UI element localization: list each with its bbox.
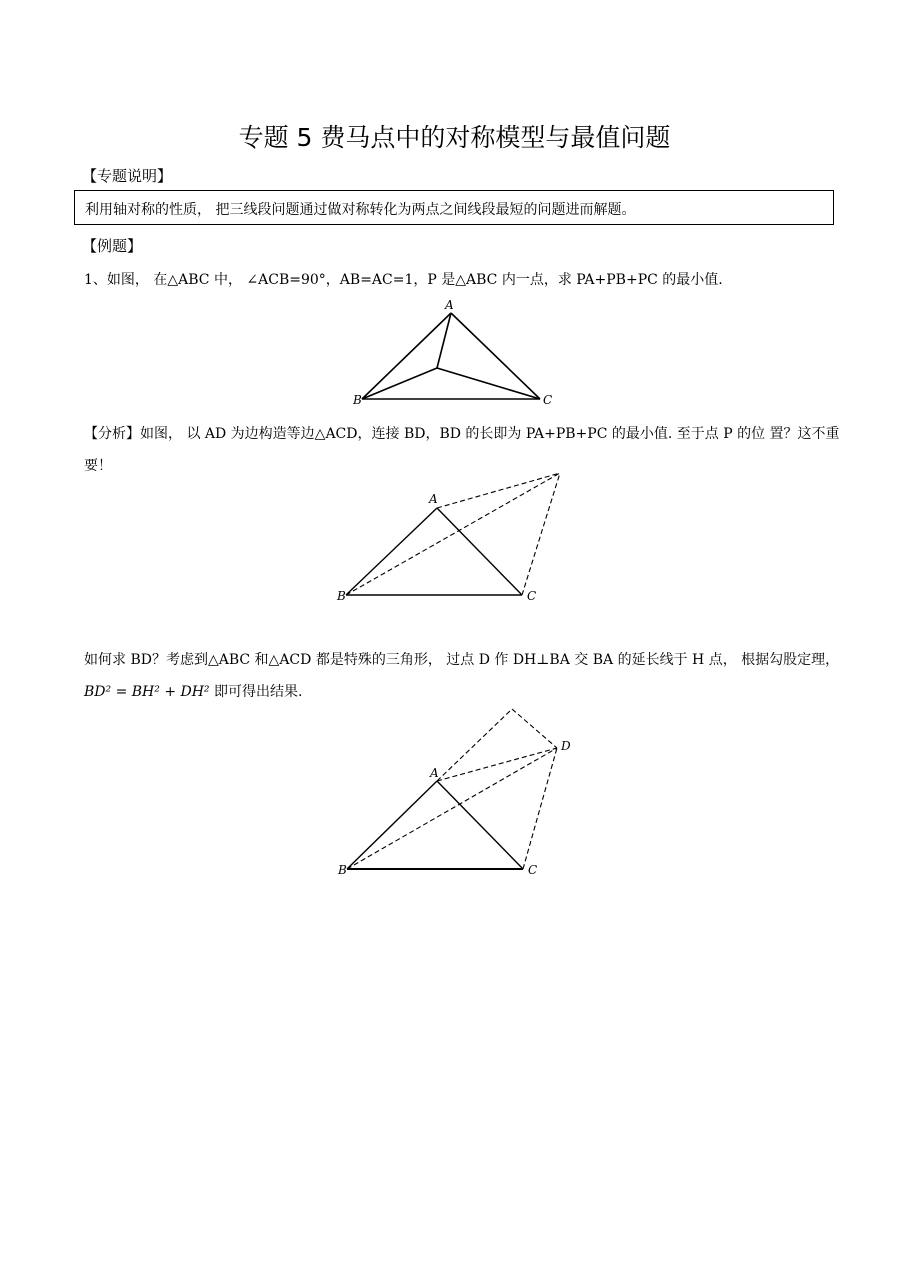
analysis-label: 【分析】: [84, 426, 140, 442]
explain-text: 利用轴对称的性质， 把三线段问题通过做对称转化为两点之间线段最短的问题进而解题。: [85, 202, 636, 218]
section-heading-example: 【例题】: [82, 237, 143, 255]
pythagoras-formula: BD² = BH² + DH²: [84, 684, 210, 700]
figure-1: [362, 313, 540, 399]
figure-3: [347, 709, 557, 869]
fig1-side-ab: [362, 313, 451, 399]
fig3-label-d: D: [561, 739, 571, 753]
fig1-segment-pa: [437, 313, 451, 368]
fig2-dashed-ad: [437, 473, 560, 508]
fig1-label-c: C: [543, 393, 553, 407]
fig3-side-ac: [437, 781, 523, 869]
fig1-label-a: A: [445, 298, 454, 312]
fig3-label-a: A: [430, 766, 439, 780]
method-tail: 即可得出结果.: [214, 684, 303, 700]
analysis-text: 如图， 以 AD 为边构造等边△ACD，连接 BD，BD 的长即为 PA+PB+PC 的最小值. 至于点 P 的位 置？这不重要！: [84, 426, 840, 474]
fig1-label-b: B: [353, 393, 362, 407]
section-heading-explain: 【专题说明】: [82, 167, 173, 185]
fig2-side-ac: [437, 508, 522, 595]
fig2-label-b: B: [337, 589, 346, 603]
fig2-label-a: A: [429, 492, 438, 506]
fig1-segment-pb: [362, 368, 437, 399]
figure-2: [346, 473, 560, 595]
fig2-label-c: C: [527, 589, 537, 603]
fig3-label-c: C: [528, 863, 538, 877]
fig3-label-b: B: [338, 863, 347, 877]
fig3-dashed-cd: [523, 748, 557, 869]
problem-text: 、如图， 在△ABC 中， ∠ACB=90°，AB=AC=1，P 是△ABC 内一点，求 PA+PB+PC 的最小值.: [92, 272, 723, 288]
fig3-dashed-bd: [347, 748, 557, 869]
method-text: 如何求 BD？考虑到△ABC 和△ACD 都是特殊的三角形， 过点 D 作 DH⊥BA 交 BA 的延长线于 H 点， 根据勾股定理，: [84, 652, 840, 668]
page-title: 专题 5 费马点中的对称模型与最值问题: [238, 123, 671, 152]
fig3-dashed-dh: [512, 709, 557, 748]
problem-number: 1: [84, 272, 93, 288]
fig3-dashed-extension-ah: [437, 709, 512, 781]
fig3-dashed-ad: [437, 748, 557, 781]
